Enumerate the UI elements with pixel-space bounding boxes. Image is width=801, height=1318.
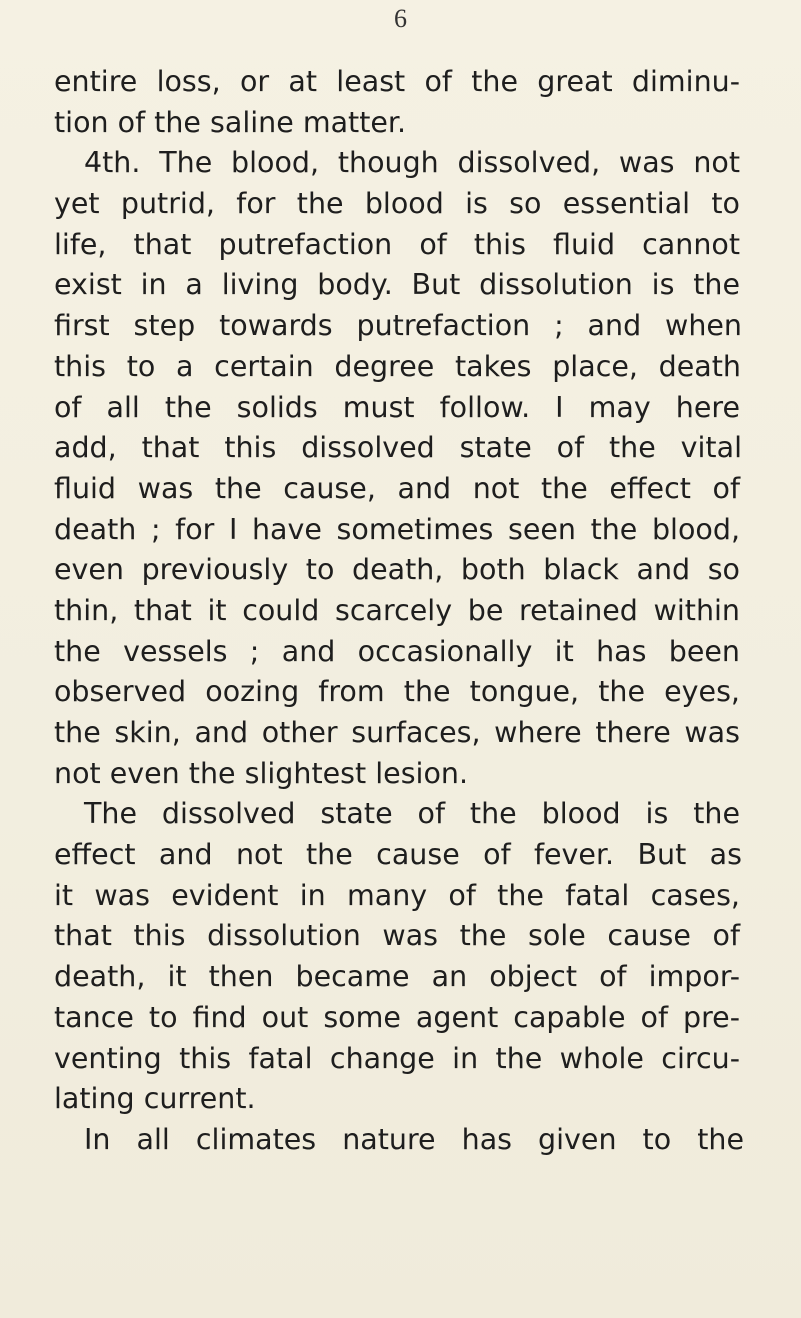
body-text	[0, 62, 801, 1161]
text-line: even previously to death, both black and so	[54, 553, 740, 587]
text-line: the skin, and other surfaces, where there was	[54, 716, 740, 749]
text-line: The dissolved state of the blood is the	[84, 797, 740, 831]
text-line: death ; for I have sometimes seen the blood,	[54, 512, 740, 546]
text-line: thin, that it could scarcely be retained within	[54, 593, 740, 627]
text-line: tion of the saline matter.	[54, 105, 407, 139]
text-line: entire loss, or at least of the great diminu-	[54, 65, 740, 98]
text-line: exist in a living body. But dissolution is the	[54, 268, 740, 302]
text-line: venting this fatal change in the whole circu-	[54, 1041, 740, 1075]
text-line: the vessels ; and occasionally it has been	[54, 634, 740, 668]
text-line: that this dissolution was the sole cause of	[54, 919, 740, 953]
page-number: 6	[394, 4, 407, 33]
text-line: In all climates nature has given to the	[84, 1122, 744, 1156]
text-line: not even the slightest lesion.	[54, 756, 469, 790]
text-line: fluid was the cause, and not the effect of	[54, 471, 740, 505]
text-line: effect and not the cause of fever. But as	[54, 838, 742, 872]
text-line: observed oozing from the tongue, the eyes,	[54, 675, 740, 709]
text-line: add, that this dissolved state of the vital	[54, 431, 742, 465]
text-line: 4th. The blood, though dissolved, was not	[84, 146, 740, 180]
text-line: tance to find out some agent capable of pre-	[54, 1000, 740, 1034]
text-line: yet putrid, for the blood is so essential to	[54, 187, 740, 221]
text-line: first step towards putrefaction ; and when	[54, 309, 742, 343]
text-line: it was evident in many of the fatal cases,	[54, 878, 740, 912]
text-line: of all the solids must follow. I may here	[54, 390, 740, 424]
text-line: death, it then became an object of impor-	[54, 960, 740, 994]
text-line: life, that putrefaction of this fluid cannot	[54, 227, 740, 261]
text-line: lating current.	[54, 1082, 256, 1116]
text-line: this to a certain degree takes place, death	[54, 349, 741, 383]
